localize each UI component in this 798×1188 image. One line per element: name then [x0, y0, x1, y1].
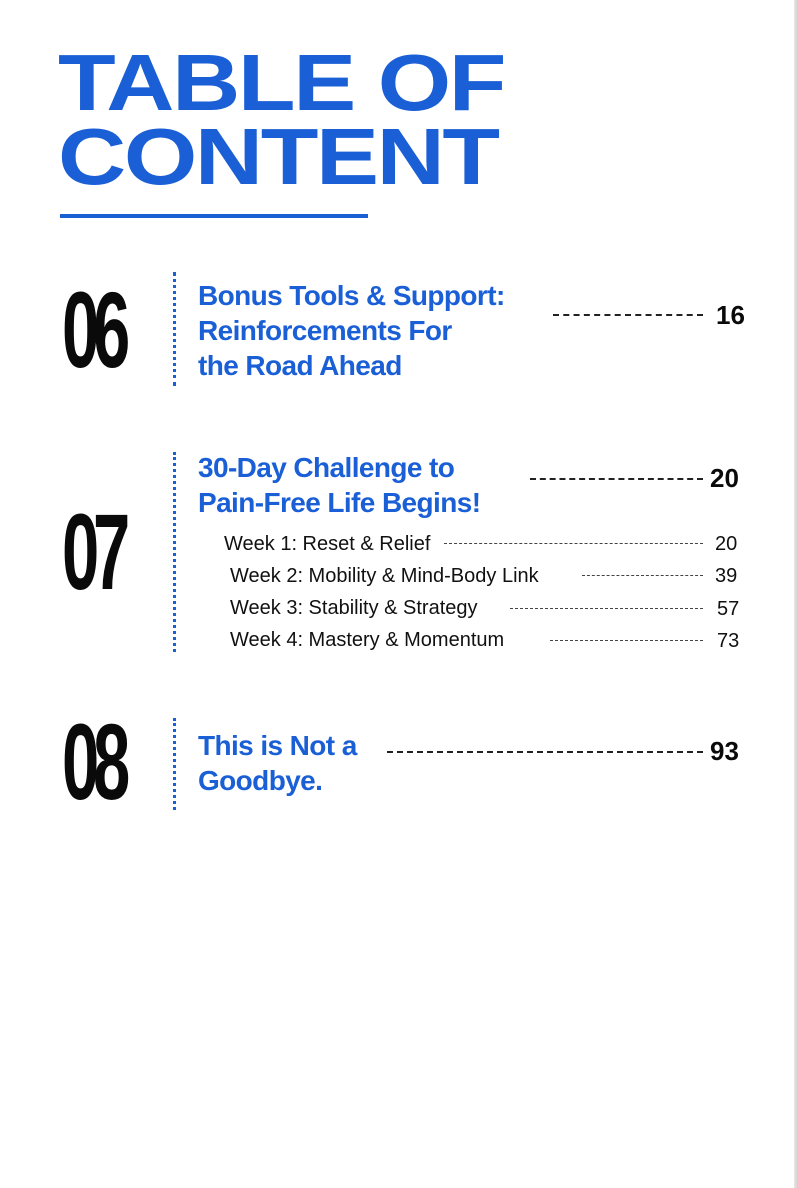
- subitem-page-week-4[interactable]: 73: [717, 630, 740, 652]
- chapter-heading-line: the Road Ahead: [198, 350, 402, 381]
- chapter-heading-08[interactable]: [198, 728, 357, 798]
- chapter-number-06: 06: [62, 269, 125, 390]
- page-title-line-2: CONTENT: [58, 112, 498, 201]
- subitem-label-week-3[interactable]: Week 3: Stability & Strategy: [230, 597, 478, 619]
- chapter-page-07[interactable]: 20: [710, 463, 739, 493]
- chapter-page-08[interactable]: 93: [710, 736, 739, 766]
- chapter-heading-06[interactable]: [198, 278, 505, 383]
- page-edge: [794, 0, 798, 1188]
- subitem-page-week-2[interactable]: 39: [715, 565, 738, 587]
- chapter-number-07: 07: [62, 491, 125, 612]
- subitem-label-week-1[interactable]: Week 1: Reset & Relief: [224, 533, 431, 555]
- chapter-divider-08: [173, 718, 176, 810]
- leader-dots: [387, 751, 703, 753]
- chapter-divider-06: [173, 272, 176, 386]
- chapter-heading-07[interactable]: [198, 450, 480, 520]
- leader-dots: [444, 543, 703, 544]
- leader-dots: [550, 640, 703, 641]
- subitem-label-week-2[interactable]: Week 2: Mobility & Mind-Body Link: [230, 565, 539, 587]
- chapter-page-06[interactable]: 16: [716, 300, 745, 330]
- chapter-heading-line: 30-Day Challenge to: [198, 452, 455, 483]
- leader-dots: [553, 314, 703, 316]
- title-underline: [60, 214, 368, 218]
- leader-dots: [510, 608, 703, 609]
- chapter-heading-line: Bonus Tools & Support:: [198, 280, 505, 311]
- chapter-heading-line: This is Not a: [198, 730, 357, 761]
- subitem-page-week-1[interactable]: 20: [715, 533, 738, 555]
- chapter-divider-07: [173, 452, 176, 652]
- chapter-heading-line: Goodbye.: [198, 765, 323, 796]
- page-title: [58, 38, 505, 201]
- subitem-page-week-3[interactable]: 57: [717, 598, 740, 620]
- leader-dots: [530, 478, 703, 480]
- chapter-number-08: 08: [62, 701, 125, 822]
- page-title-line-1: TABLE OF: [58, 38, 505, 127]
- chapter-heading-line: Reinforcements For: [198, 315, 452, 346]
- chapter-heading-line: Pain-Free Life Begins!: [198, 487, 481, 518]
- leader-dots: [582, 575, 703, 576]
- subitem-label-week-4[interactable]: Week 4: Mastery & Momentum: [230, 629, 505, 651]
